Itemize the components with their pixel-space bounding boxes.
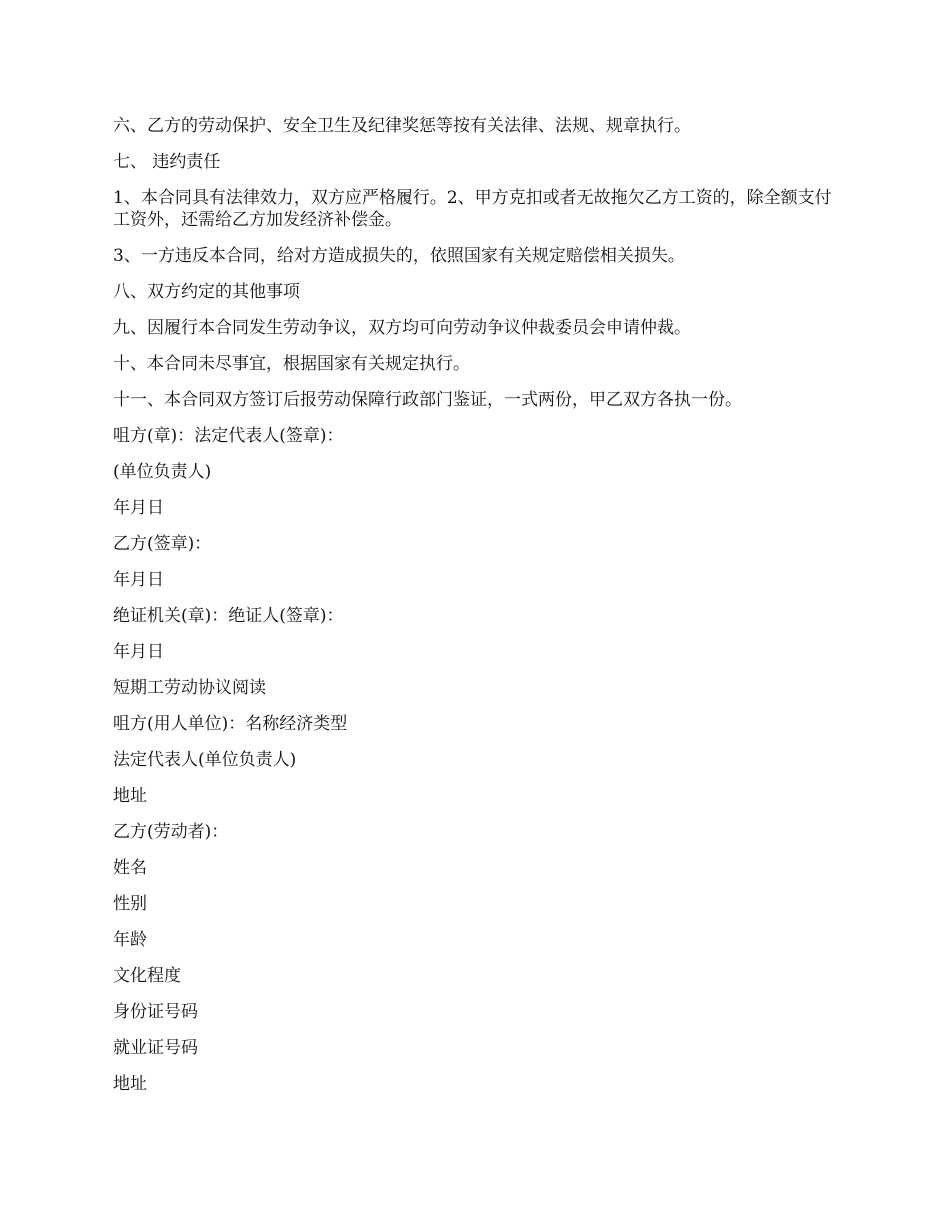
date-line-party-b: 年月日 <box>113 570 164 590</box>
field-employment-card-number: 就业证号码 <box>113 1038 198 1058</box>
signature-party-a: 咀方(章)：法定代表人(签章)： <box>113 426 344 446</box>
paragraph-legal-effect: 1、本合同具有法律效力，双方应严格履行。2、甲方克扣或者无故拖欠乙方工资的，除全额支付工资外，还需给乙方加发经济补偿金。 <box>113 188 832 230</box>
date-line-verification: 年月日 <box>113 642 164 662</box>
paragraph-unresolved-matters: 十、本合同未尽事宜，根据国家有关规定执行。 <box>113 354 470 374</box>
heading-breach-liability: 七、 违约责任 <box>113 152 221 172</box>
field-employer: 咀方(用人单位)：名称经济类型 <box>113 714 348 734</box>
field-employer-address: 地址 <box>113 786 147 806</box>
heading-other-matters: 八、双方约定的其他事项 <box>113 282 300 302</box>
document-body <box>113 108 833 1102</box>
paragraph-arbitration: 九、因履行本合同发生劳动争议，双方均可向劳动争议仲裁委员会申请仲裁。 <box>113 318 691 338</box>
field-id-number: 身份证号码 <box>113 1002 198 1022</box>
field-worker-address: 地址 <box>113 1074 147 1094</box>
field-gender: 性别 <box>113 894 147 914</box>
section-title-short-term-agreement: 短期工劳动协议阅读 <box>113 678 266 698</box>
field-age: 年龄 <box>113 930 147 950</box>
field-name: 姓名 <box>113 858 147 878</box>
signature-party-b: 乙方(签章)： <box>113 534 212 554</box>
signature-verification-authority: 绝证机关(章)：绝证人(签章)： <box>113 606 344 626</box>
field-education: 文化程度 <box>113 966 181 986</box>
date-line-party-a: 年月日 <box>113 498 164 518</box>
paragraph-labor-protection: 六、乙方的劳动保护、安全卫生及纪律奖惩等按有关法律、法规、规章执行。 <box>113 116 691 136</box>
signature-unit-head: (单位负责人) <box>113 462 212 482</box>
field-legal-representative: 法定代表人(单位负责人) <box>113 750 297 770</box>
paragraph-compensation: 3、一方违反本合同，给对方造成损失的，依照国家有关规定赔偿相关损失。 <box>113 246 685 266</box>
paragraph-verification: 十一、本合同双方签订后报劳动保障行政部门鉴证，一式两份，甲乙双方各执一份。 <box>113 390 742 410</box>
field-worker: 乙方(劳动者)： <box>113 822 229 842</box>
